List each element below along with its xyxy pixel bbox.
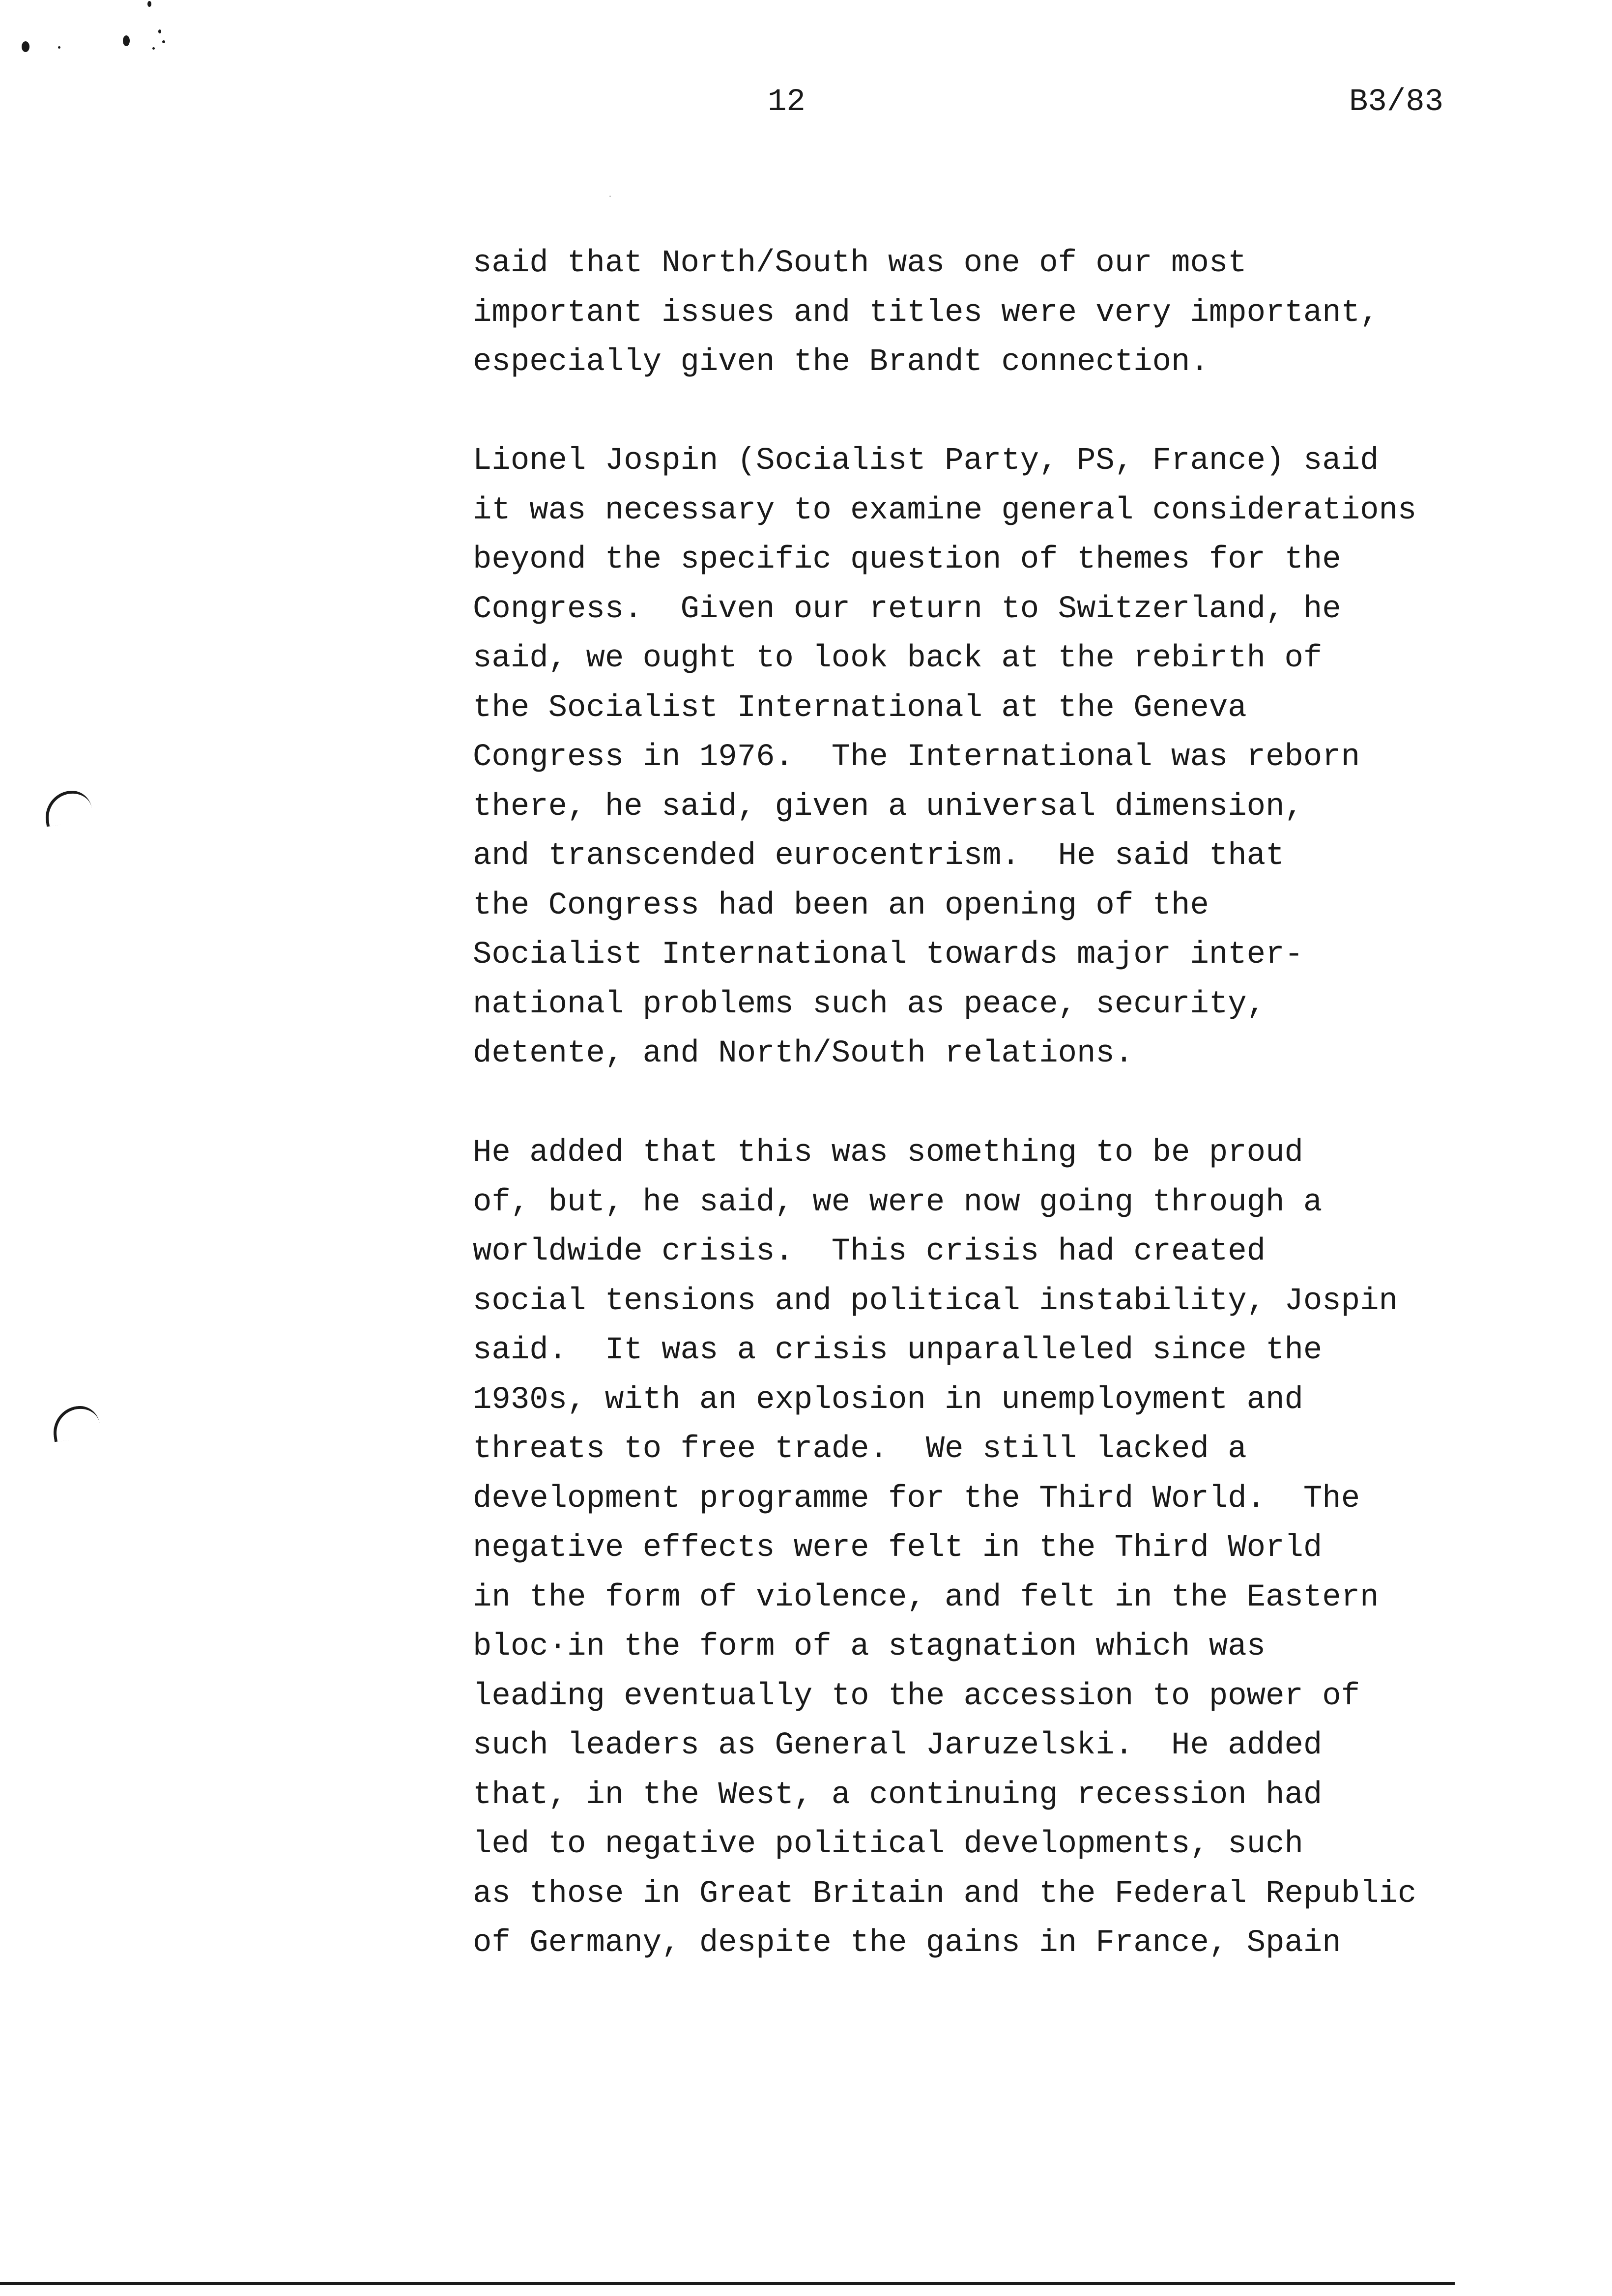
- text-line: of Germany, despite the gains in France, Spain: [473, 1925, 1341, 1961]
- text-line: said. It was a crisis unparalleled since the: [473, 1333, 1323, 1368]
- text-line: negative effects were felt in the Third World: [473, 1530, 1323, 1566]
- text-line: especially given the Brandt connection.: [473, 344, 1209, 380]
- scan-mark: [162, 40, 165, 43]
- text-line: worldwide crisis. This crisis had created: [473, 1234, 1266, 1269]
- scan-mark: [123, 35, 130, 46]
- scan-mark: [152, 47, 155, 50]
- text-line: there, he said, given a universal dimension,: [473, 789, 1303, 825]
- text-line: leading eventually to the accession to power of: [473, 1678, 1360, 1714]
- bottom-rule: [0, 2282, 1455, 2285]
- hole-punch-mark: [42, 788, 93, 827]
- text-line: development programme for the Third World. The: [473, 1481, 1360, 1517]
- paragraph: [473, 1128, 1416, 1968]
- text-line: bloc·in the form of a stagnation which was: [473, 1629, 1266, 1665]
- text-line: led to negative political developments, such: [473, 1827, 1303, 1862]
- text-line: beyond the specific question of themes for the: [473, 542, 1341, 577]
- text-line: and transcended eurocentrism. He said that: [473, 838, 1285, 874]
- text-line: Lionel Jospin (Socialist Party, PS, France) said: [473, 443, 1379, 479]
- text-line: 1930s, with an explosion in unemployment and: [473, 1382, 1303, 1418]
- text-line: detente, and North/South relations.: [473, 1036, 1134, 1071]
- text-line: the Socialist International at the Geneva: [473, 690, 1247, 726]
- text-line: said, we ought to look back at the rebirth of: [473, 641, 1323, 676]
- hole-punch-mark: [50, 1404, 101, 1442]
- scan-mark: [147, 1, 151, 7]
- text-line: of, but, he said, we were now going through a: [473, 1184, 1323, 1220]
- text-line: Congress. Given our return to Switzerland, he: [473, 591, 1341, 627]
- scan-mark: [22, 41, 29, 52]
- scan-mark: [58, 46, 60, 49]
- document-reference: B3/83: [1349, 85, 1444, 120]
- text-line: Congress in 1976. The International was reborn: [473, 740, 1360, 775]
- text-line: Socialist International towards major inter-: [473, 937, 1303, 973]
- scan-mark: [158, 29, 161, 33]
- text-line: as those in Great Britain and the Federal Republic: [473, 1876, 1417, 1912]
- text-line: it was necessary to examine general considerations: [473, 492, 1417, 528]
- page-number: 12: [768, 85, 806, 120]
- text-line: important issues and titles were very important,: [473, 295, 1379, 331]
- scan-speck: [609, 196, 611, 197]
- text-line: He added that this was something to be proud: [473, 1135, 1303, 1171]
- text-line: the Congress had been an opening of the: [473, 888, 1209, 923]
- text-line: said that North/South was one of our most: [473, 246, 1247, 281]
- paragraph: [473, 239, 1379, 387]
- text-line: such leaders as General Jaruzelski. He added: [473, 1728, 1323, 1763]
- text-line: that, in the West, a continuing recession had: [473, 1777, 1323, 1813]
- text-line: in the form of violence, and felt in the Eastern: [473, 1579, 1379, 1615]
- text-line: national problems such as peace, security,: [473, 986, 1266, 1022]
- paragraph: [473, 436, 1416, 1079]
- text-line: social tensions and political instability, Jospin: [473, 1283, 1398, 1319]
- text-line: threats to free trade. We still lacked a: [473, 1432, 1247, 1467]
